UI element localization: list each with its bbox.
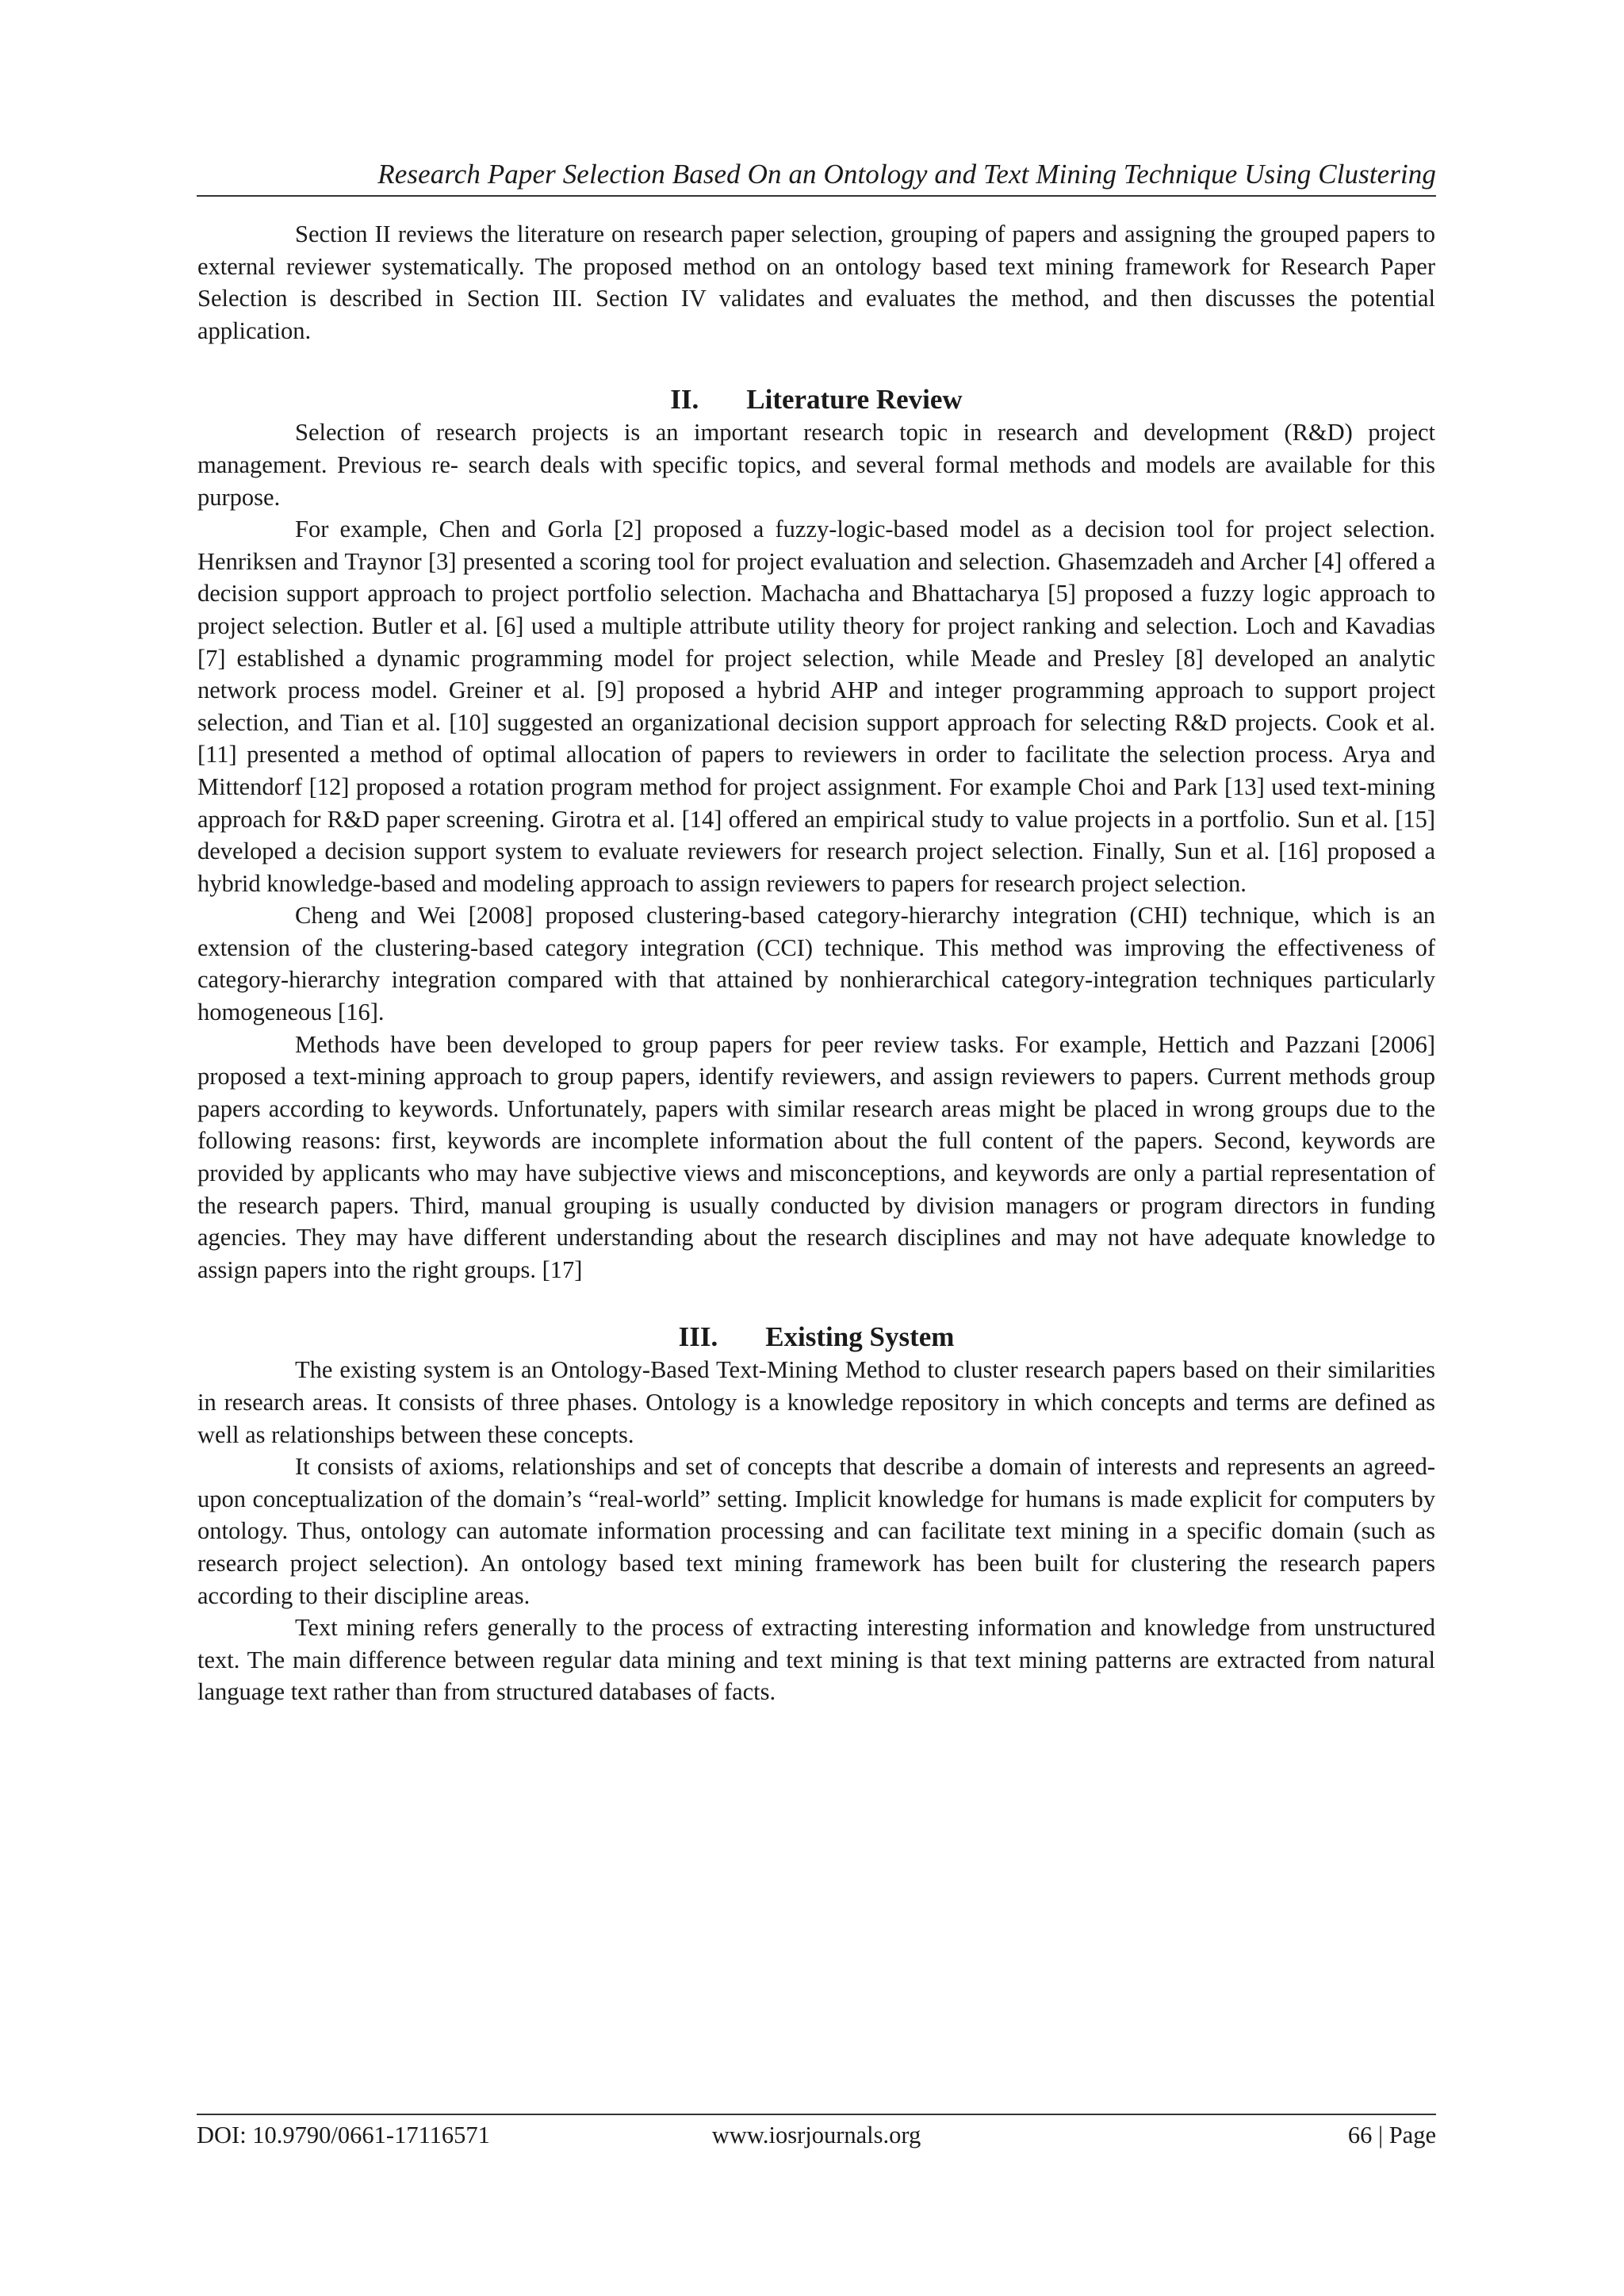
section-number: II. <box>670 384 699 416</box>
body-paragraph: Methods have been developed to group papers for peer review tasks. For example, Hettich and Pazzani [2006] proposed a text-mining approach to group papers, identify reviewers, and assign reviewers to papers. Current methods group papers according to keywords. Unfortunately, papers with similar research areas might be placed in wrong groups due to the following reasons: first, keywords are incomplete information about the full content of the papers. Second, keywords are provided by applicants who may have subjective views and misconceptions, and keywords are only a partial representation of the research papers. Third, manual grouping is usually conducted by division managers or program directors in funding agencies. They may have different understanding about the research disciplines and may not have adequate knowledge to assign papers into the right groups. [17] <box>197 1030 1435 1283</box>
paper-body <box>197 218 1435 1708</box>
body-paragraph: Selection of research projects is an important research topic in research and development (R&D) project management. Previous re- search deals with specific topics, and several formal methods and models are available for this purpose. <box>197 419 1435 511</box>
body-paragraph: It consists of axioms, relationships and set of concepts that describe a domain of interests and represents an agreed-upon conceptualization of the domain’s “real-world” setting. Implicit knowledge for humans is made explicit for computers by ontology. Thus, ontology can automate information processing and can facilitate text mining in a specific domain (such as research project selection). An ontology based text mining framework has been built for clustering the research papers according to their discipline areas. <box>197 1453 1435 1609</box>
body-paragraph: Text mining refers generally to the process of extracting interesting information and knowledge from unstructured text. The main difference between regular data mining and text mining is that text mining patterns are extracted from natural language text rather than from structured databases of facts. <box>197 1614 1435 1706</box>
intro-paragraph: Section II reviews the literature on research paper selection, grouping of papers and assigning the grouped papers to external reviewer systematically. The proposed method on an ontology based text mining framework for Research Paper Selection is described in Section III. Section IV validates and evaluates the method, and then discusses the potential application. <box>197 220 1435 344</box>
body-paragraph: Cheng and Wei [2008] proposed clustering-based category-hierarchy integration (CHI) technique, which is an extension of the clustering-based category integration (CCI) technique. This method was improving the effectiveness of category-hierarchy integration compared with that attained by nonhierarchical category-integration techniques particularly homogeneous [16]. <box>197 902 1435 1026</box>
section-number: III. <box>678 1321 718 1353</box>
footer-doi: DOI: 10.9790/0661-17116571 <box>197 2122 490 2148</box>
body-paragraph: The existing system is an Ontology-Based Text-Mining Method to cluster research papers based on their similarities in research areas. It consists of three phases. Ontology is a knowledge repository in which concepts and terms are defined as well as relationships between these concepts. <box>197 1356 1435 1448</box>
header-divider <box>197 195 1436 197</box>
body-paragraph: For example, Chen and Gorla [2] proposed a fuzzy-logic-based model as a decision tool for project selection. Henriksen and Traynor [3] presented a scoring tool for project evaluation and selection. Ghasemzadeh and Archer [4] offered a decision support approach to project portfolio selection. Machacha and Bhattacharya [5] proposed a fuzzy logic approach to project selection. Butler et al. [6] used a multiple attribute utility theory for project ranking and selection. Loch and Kavadias [7] established a dynamic programming model for project selection, while Meade and Presley [8] developed an analytic network process model. Greiner et al. [9] proposed a hybrid AHP and integer programming approach to support project selection, and Tian et al. [10] suggested an organizational decision support approach for selecting R&D projects. Cook et al. [11] presented a method of optimal allocation of papers to reviewers in order to facilitate the selection process. Arya and Mittendorf [12] proposed a rotation program method for project assignment. For example Choi and Park [13] used text-mining approach for R&D paper screening. Girotra et al. [14] offered an empirical study to value projects in a portfolio. Sun et al. [15] developed a decision support system to evaluate reviewers for research project selection. Finally, Sun et al. [16] proposed a hybrid knowledge-based and modeling approach to assign reviewers to papers for research project selection. <box>197 516 1435 897</box>
running-header: Research Paper Selection Based On an Ontology and Text Mining Technique Using Clustering <box>377 159 1436 190</box>
footer-page-number: 66 | Page <box>1347 2122 1436 2148</box>
section-title: Existing System <box>765 1321 955 1353</box>
section-heading-literature-review <box>197 383 1435 416</box>
footer-divider <box>197 2114 1436 2115</box>
footer-website: www.iosrjournals.org <box>711 2122 921 2148</box>
section-title: Literature Review <box>746 384 963 416</box>
section-heading-existing-system <box>197 1320 1435 1354</box>
